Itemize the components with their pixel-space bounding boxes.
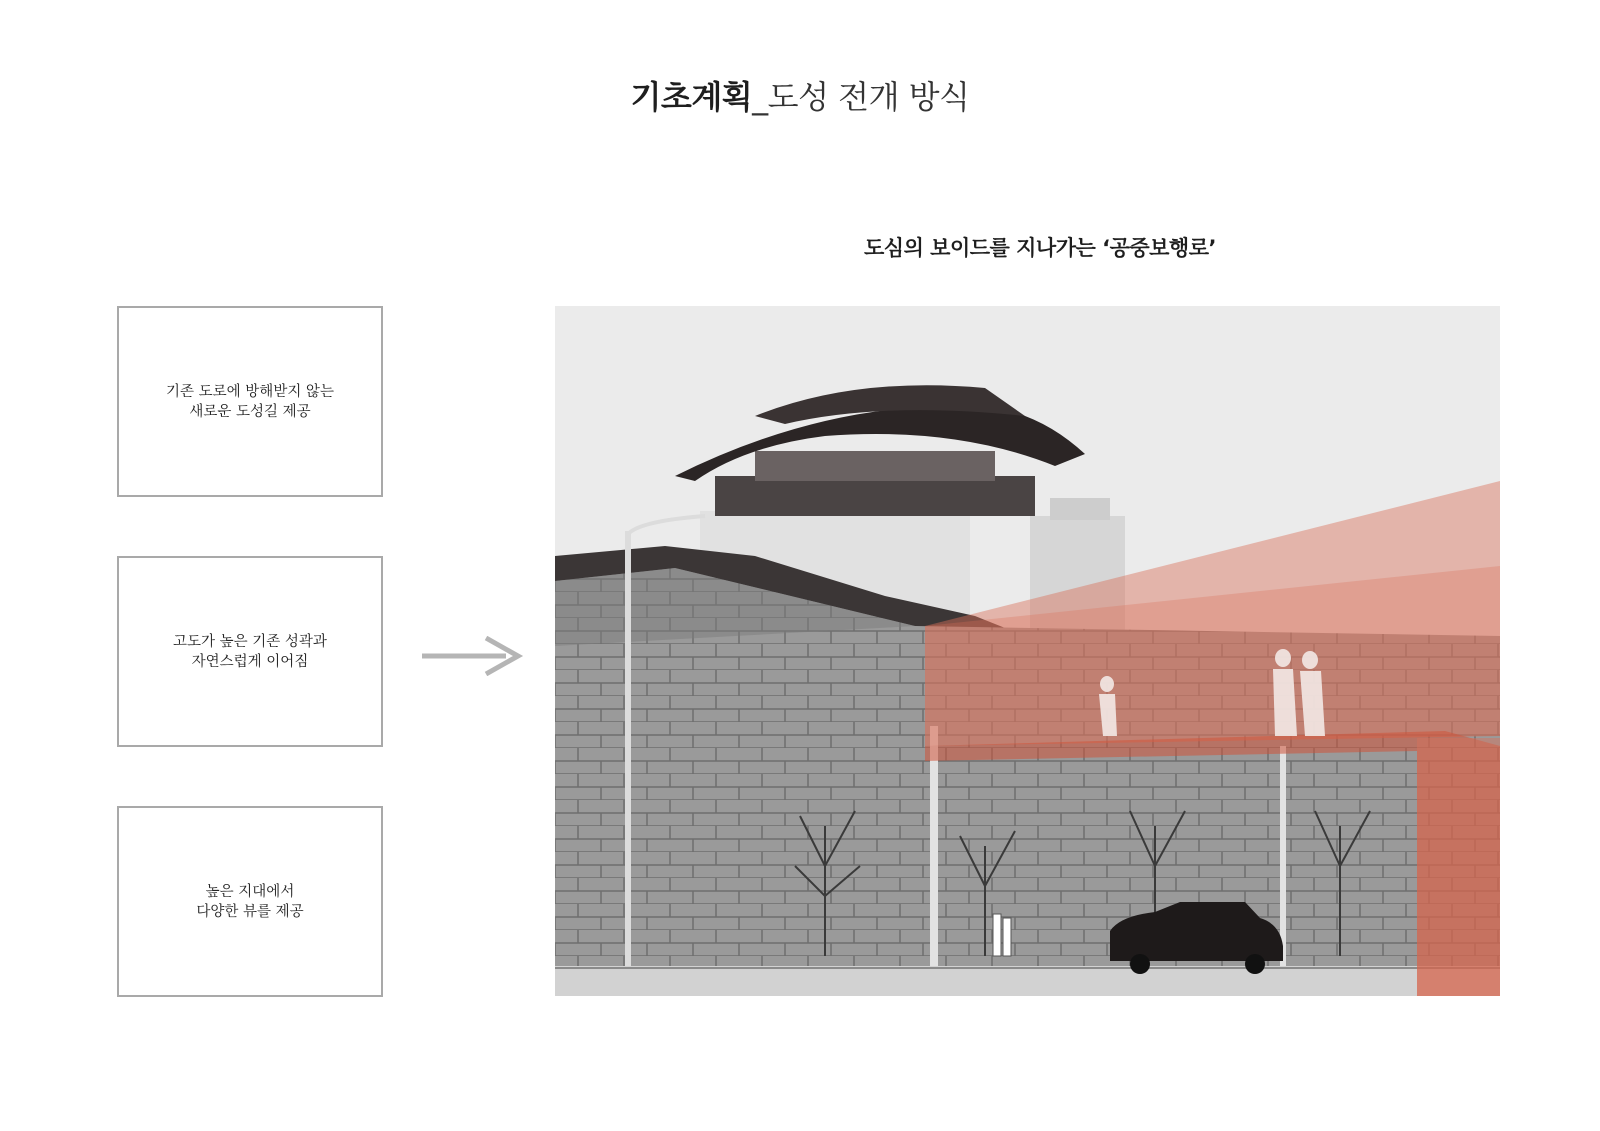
title-light: _도성 전개 방식 (752, 78, 970, 116)
concept-box-2 (117, 556, 383, 747)
concept-box-3-line2: 다양한 뷰를 제공 (196, 903, 304, 920)
right-arrow-icon (420, 636, 524, 676)
section-subtitle: 도심의 보이드를 지나가는 ‘공중보행로’ (864, 236, 1216, 260)
concept-box-2-line1: 고도가 높은 기존 성곽과 (173, 633, 327, 650)
concept-box-1 (117, 306, 383, 497)
title-bold: 기초계획 (630, 78, 753, 116)
concept-box-3-line1: 높은 지대에서 (205, 883, 295, 900)
concept-box-1-line1: 기존 도로에 방해받지 않는 (166, 383, 334, 400)
page-title (0, 72, 1600, 118)
concept-box-2-line2: 자연스럽게 이어짐 (191, 653, 309, 670)
concept-box-1-line2: 새로운 도성길 제공 (189, 403, 311, 420)
concept-box-3 (117, 806, 383, 997)
fortress-walkway-photo (555, 306, 1500, 996)
